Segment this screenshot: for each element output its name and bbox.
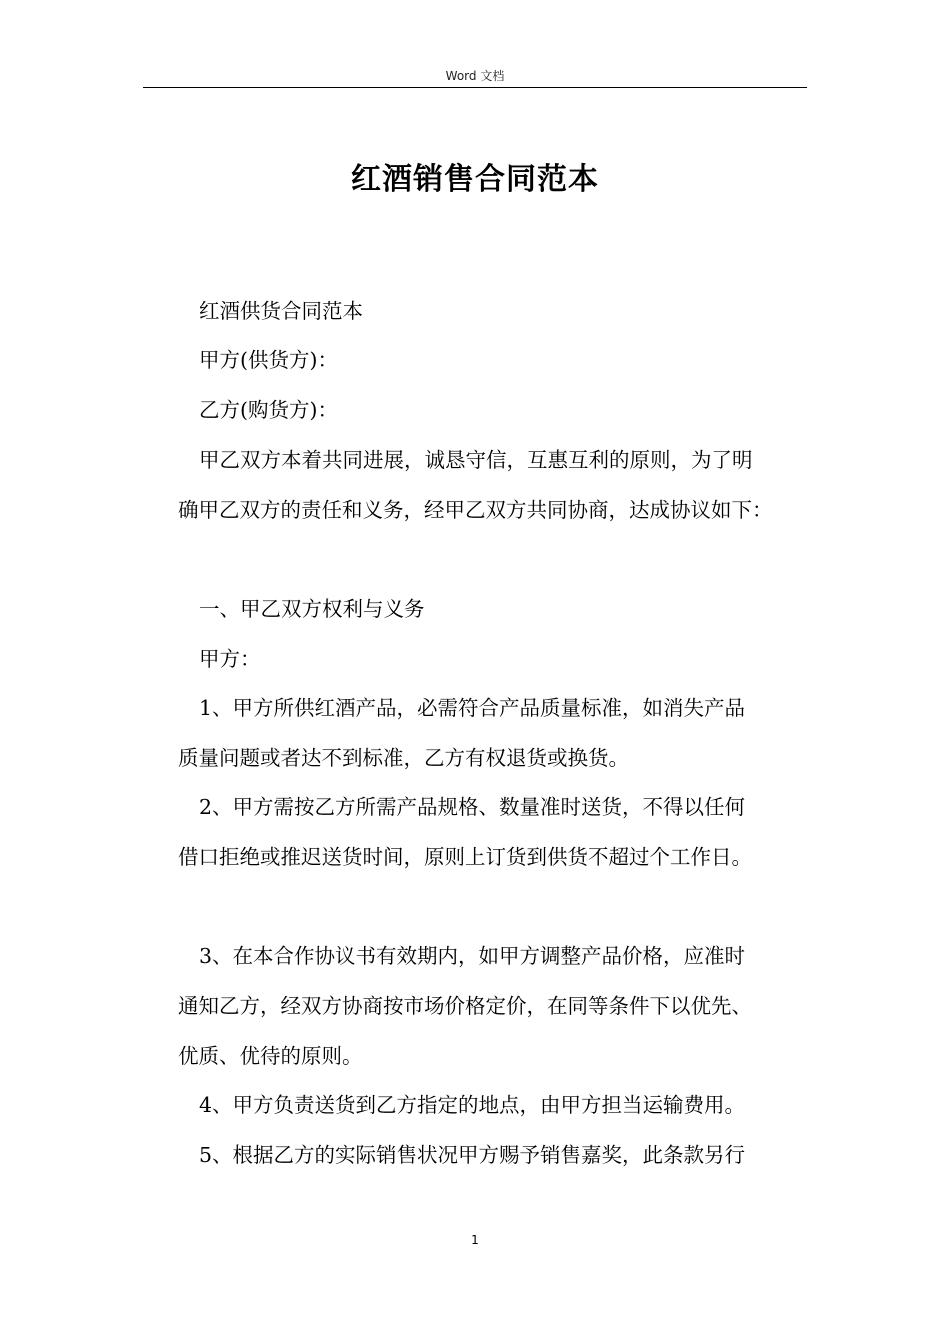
- body-line: 1、甲方所供红酒产品，必需符合产品质量标准，如消失产品: [199, 696, 746, 720]
- body-line: 甲乙双方本着共同进展，诚恳守信，互惠互利的原则，为了明: [199, 448, 753, 472]
- body-line: 3、在本合作协议书有效期内，如甲方调整产品价格，应准时: [199, 944, 746, 968]
- body-line: 借口拒绝或推迟送货时间，原则上订货到供货不超过个工作日。: [178, 845, 752, 869]
- body-line: 5、根据乙方的实际销售状况甲方赐予销售嘉奖，此条款另行: [199, 1143, 746, 1167]
- section-heading: 一、甲乙双方权利与义务: [199, 597, 425, 621]
- body-line: 乙方(购货方)：: [199, 398, 338, 422]
- body-line: 质量问题或者达不到标准，乙方有权退货或换货。: [178, 746, 629, 770]
- body-line: 甲方(供货方)：: [199, 348, 338, 372]
- body-line: 优质、优待的原则。: [178, 1044, 363, 1068]
- page-number: 1: [471, 1233, 479, 1247]
- body-line: 甲方：: [199, 647, 261, 671]
- body-line: 通知乙方，经双方协商按市场价格定价，在同等条件下以优先、: [178, 994, 752, 1018]
- body-line: 确甲乙双方的责任和义务，经甲乙双方共同协商，达成协议如下：: [178, 498, 773, 522]
- body-line: 2、甲方需按乙方所需产品规格、数量准时送货，不得以任何: [199, 795, 746, 819]
- header-label: Word 文档: [445, 69, 505, 83]
- header-divider: [143, 87, 807, 88]
- body-line: 红酒供货合同范本: [199, 299, 363, 323]
- document-title: 红酒销售合同范本: [351, 162, 599, 197]
- body-line: 4、甲方负责送货到乙方指定的地点，由甲方担当运输费用。: [199, 1093, 746, 1117]
